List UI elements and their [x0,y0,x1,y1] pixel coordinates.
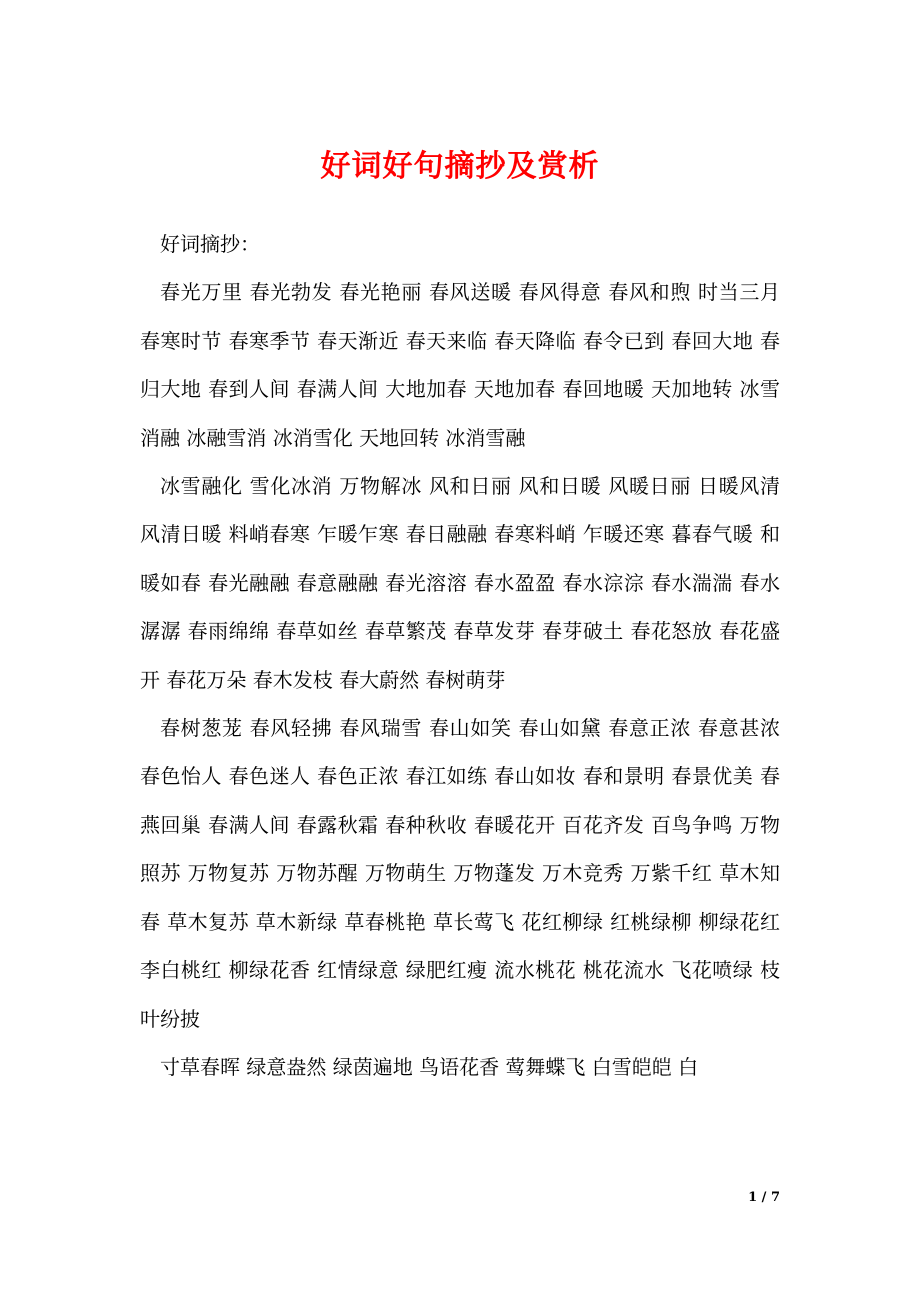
paragraph-1: 春光万里 春光勃发 春光艳丽 春风送暖 春风得意 春风和煦 时当三月 春寒时节 春寒季节 春天渐近 春天来临 春天降临 春令已到 春回大地 春归大地 春到人间 春满人间 大地加春 天地加春 春回地暖 天加地转 冰雪消融 冰融雪消 冰消雪化 天地回转 冰消雪融 [140,280,780,450]
page-title: 好词好句摘抄及赏析 [320,149,600,184]
document-body [140,220,780,1091]
paragraph-2: 冰雪融化 雪化冰消 万物解冰 风和日丽 风和日暖 风暖日丽 日暖风清 风清日暖 料峭春寒 乍暖乍寒 春日融融 春寒料峭 乍暖还寒 暮春气暖 和暖如春 春光融融 春意融融 春光溶溶 春水盈盈 春水淙淙 春水湍湍 春水潺潺 春雨绵绵 春草如丝 春草繁茂 春草发芽 春芽破土 春花怒放 春花盛开 春花万朵 春木发枝 春大蔚然 春树萌芽 [140,474,780,692]
section-heading: 好词摘抄： [160,232,260,256]
paragraph-3: 春树葱茏 春风轻拂 春风瑞雪 春山如笑 春山如黛 春意正浓 春意甚浓 春色怡人 春色迷人 春色正浓 春江如练 春山如妆 春和景明 春景优美 春燕回巢 春满人间 春露秋霜 春种秋收 春暖花开 百花齐发 百鸟争鸣 万物照苏 万物复苏 万物苏醒 万物萌生 万物蓬发 万木竞秀 万紫千红 草木知春 草木复苏 草木新绿 草春桃艳 草长莺飞 花红柳绿 红桃绿柳 柳绿花红 李白桃红 柳绿花香 红情绿意 绿肥红瘦 流水桃花 桃花流水 飞花喷绿 枝叶纷披 [140,716,780,1031]
page-indicator: 1 / 7 [748,1190,780,1205]
paragraph-4: 寸草春晖 绿意盎然 绿茵遍地 鸟语花香 莺舞蝶飞 白雪皑皑 白 [160,1054,699,1079]
